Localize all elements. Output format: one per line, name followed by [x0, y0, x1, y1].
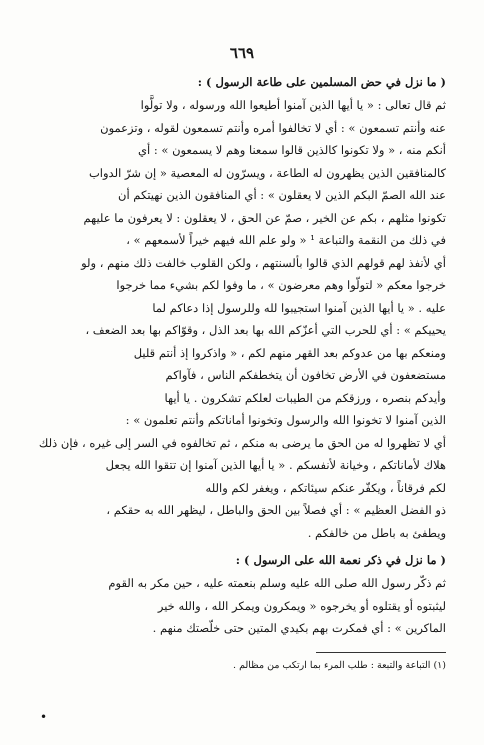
- text-line: مستضعفون في الأرض تخافون أن يتخطفكم الناس ، فآواكم: [165, 368, 446, 383]
- section-obedience: [38, 74, 446, 544]
- text-line: كالمنافقين الذين يظهرون له الطاعة ، ويسرّون له المعصية « إن شرّ الدواب: [88, 165, 446, 180]
- text-line: ومنعكم بها من عدوكم بعد القهر منهم لكم ، « واذكروا إذ أنتم قليل: [133, 345, 446, 360]
- text-line: خرجوا معكم « لتولّوا وهم معرضون » ، ما وفوا لكم بشيء مما خرجوا: [116, 278, 446, 293]
- text-line: ويطفئ به باطل من خالفكم .: [307, 525, 446, 540]
- section-grace: [38, 552, 446, 640]
- text-line: ثم ذكّر رسول الله صلى الله عليه وسلم بنعمته عليه ، حين مكر به القوم: [108, 576, 446, 591]
- bullet-mark: •: [40, 710, 48, 724]
- section-gap: [38, 544, 446, 552]
- section-title: ( ما نزل في حض المسلمين على طاعة الرسول ) :: [197, 75, 446, 89]
- footnote-divider: [316, 652, 446, 653]
- footnote: (١) التباعة والتبعة : طلب المرء بما ارتكب من مظالم .: [233, 659, 446, 671]
- text-line: أي لأنفذ لهم قولهم الذي قالوا بألسنتهم ، ولكن القلوب خالفت ذلك منهم ، ولو: [81, 255, 446, 270]
- text-line: يحييكم » : أي للحرب التي أعزّكم الله بها بعد الذل ، وقوّاكم بها بعد الضعف ،: [85, 323, 446, 338]
- text-line: أي لا تظهروا له من الحق ما يرضى به منكم ، ثم تخالفوه في السر إلى غيره ، فإن ذلك: [38, 435, 446, 450]
- text-line: عنه وأنتم تسمعون » : أي لا تخالفوا أمره وأنتم تسمعون لقوله ، وتزعمون: [100, 120, 446, 135]
- text-line: ثم قال تعالى : « يا أيها الذين آمنوا أطيعوا الله ورسوله ، ولا تولَّوا: [140, 98, 446, 113]
- text-line: عند الله الصمّ البكم الذين لا يعقلون » : أي المنافقون الذين نهيتكم أن: [118, 188, 446, 203]
- text-line: عليه . « يا أيها الذين آمنوا استجيبوا لله وللرسول إذا دعاكم لما: [152, 300, 446, 315]
- text-line: وأيدكم بنصره ، ورزقكم من الطيبات لعلكم تشكرون . يا أيها: [164, 390, 446, 405]
- text-line: الماكرين » : أي فمكرت بهم بكيدي المتين حتى خلّصتك منهم .: [152, 621, 446, 636]
- text-line: هلاك لأماناتكم ، وخيانة لأنفسكم . « يا أيها الذين آمنوا إن تتقوا الله يجعل: [105, 458, 446, 473]
- text-line: تكونوا مثلهم ، بكم عن الخير ، صمّ عن الحق ، لا يعقلون : لا يعرفون ما عليهم: [83, 210, 446, 225]
- text-line: أنكم منه ، « ولا تكونوا كالذين قالوا سمعنا وهم لا يسمعون » : أي: [138, 143, 446, 158]
- section-title: ( ما نزل في ذكر نعمة الله على الرسول ) :: [235, 553, 446, 568]
- page-number: ٦٦٩: [229, 44, 255, 62]
- text-line: ليثبتوه أو يقتلوه أو يخرجوه « ويمكرون ويمكر الله ، والله خير: [157, 598, 446, 613]
- text-line: الذين آمنوا لا تخونوا الله والرسول وتخونوا أماناتكم وأنتم تعلمون » :: [125, 413, 446, 428]
- text-line: لكم فرقاناً ، ويكفّر عنكم سيئاتكم ، ويغفر لكم والله: [205, 480, 446, 495]
- text-line: في ذلك من النقمة والتباعة ¹ « ولو علم الله فيهم خيراً لأسمعهم » ،: [126, 233, 446, 248]
- text-line: ذو الفضل العظيم » : أي فصلاً بين الحق والباطل ، ليظهر الله به حقكم ،: [106, 503, 446, 518]
